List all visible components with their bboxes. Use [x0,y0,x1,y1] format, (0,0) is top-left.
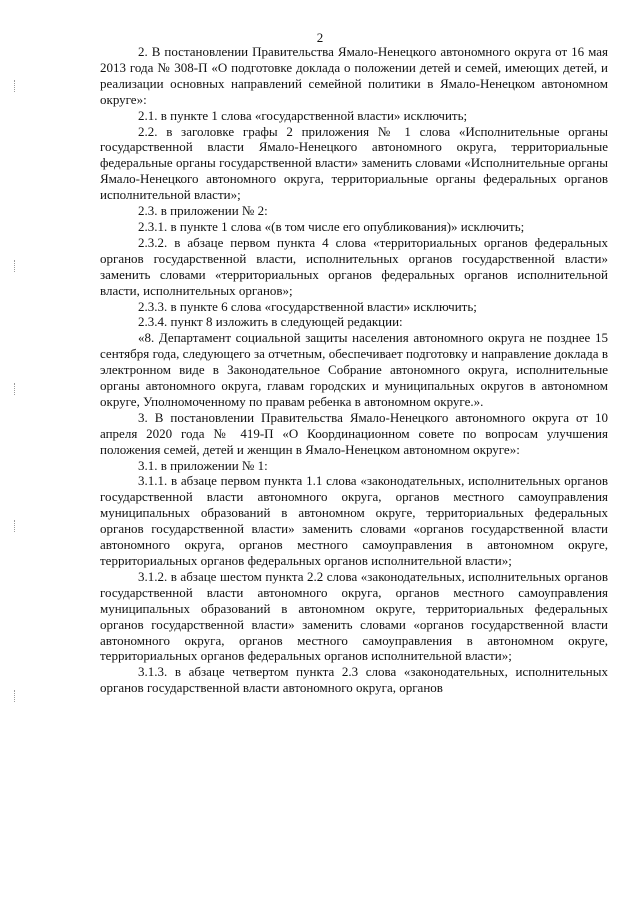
paragraph-2-2: 2.2. в заголовке графы 2 приложения № 1 слова «Исполнительные органы государственной власти Ямало-Ненецкого автономного округа, территориальные федеральные органы государственной власти» заменить словами «Исполнительные органы Ямало-Ненецкого автономного округа, территориальные органы федеральных органов исполнительной власти»; [100,123,608,203]
paragraph-quoted-8: «8. Департамент социальной защиты населения автономного округа не позднее 15 сентября года, следующего за отчетным, обеспечивает подготовку и направление доклада в электронном виде в Законодательное Собрание автономного округа, исполнительные органы автономного округа, главам городских и муниципальных округов в автономном округе, Уполномоченному по правам ребенка в автономном округе.». [100,330,608,409]
paragraph-2-3-2: 2.3.2. в абзаце первом пункта 4 слова «территориальных органов федеральных органов государственной власти, исполнительных органов государственной власти» заменить словами «территориальных органов федеральных органов исполнительной власти, исполнительных органов»; [100,234,608,298]
paragraph-2-3-3: 2.3.3. в пункте 6 слова «государственной власти» исключить; [138,298,477,314]
paragraph-3-1-2: 3.1.2. в абзаце шестом пункта 2.2 слова «законодательных, исполнительных органов государственной власти автономного округа, органов местного самоуправления муниципальных образований в автономном округе, территориальных федеральных органов государственной власти» заменить словами «органов государственной власти автономного округа, органов местного самоуправления в автономном округе, территориальных органов федеральных органов исполнительной власти»; [100,568,608,664]
scan-margin-marks [14,0,18,905]
paragraph-3: 3. В постановлении Правительства Ямало-Ненецкого автономного округа от 10 апреля 2020 года № 419-П «О Координационном совете по вопросам улучшения положения семей, детей и женщин в Ямало-Ненецком автономном округе»: [100,409,608,457]
paragraph-2-3-1: 2.3.1. в пункте 1 слова «(в том числе его опубликования)» исключить; [138,218,525,234]
paragraph-2: 2. В постановлении Правительства Ямало-Ненецкого автономного округа от 16 мая 2013 года № 308-П «О подготовке доклада о положении детей и семей, имеющих детей, и реализации основных направлений семейной политики в Ямало-Ненецком автономном округе»: [100,44,608,107]
page-number: 2 [316,30,324,45]
paragraph-2-3-4: 2.3.4. пункт 8 изложить в следующей редакции: [138,314,403,330]
paragraph-3-1-1: 3.1.1. в абзаце первом пункта 1.1 слова «законодательных, исполнительных органов государственной власти автономного округа, органов местного самоуправления муниципальных образований в автономном округе, территориальных федеральных органов государственной власти» заменить словами «органов государственной власти автономного округа, органов местного самоуправления в автономном округе, территориальных органов федеральных органов исполнительной власти»; [100,473,608,568]
document-body [100,44,608,696]
paragraph-2-3: 2.3. в приложении № 2: [138,203,268,219]
paragraph-3-1-3: 3.1.3. в абзаце четвертом пункта 2.3 слова «законодательных, исполнительных органов государственной власти автономного округа, органов [100,664,608,696]
paragraph-2-1: 2.1. в пункте 1 слова «государственной власти» исключить; [138,107,468,123]
paragraph-3-1: 3.1. в приложении № 1: [138,457,268,473]
